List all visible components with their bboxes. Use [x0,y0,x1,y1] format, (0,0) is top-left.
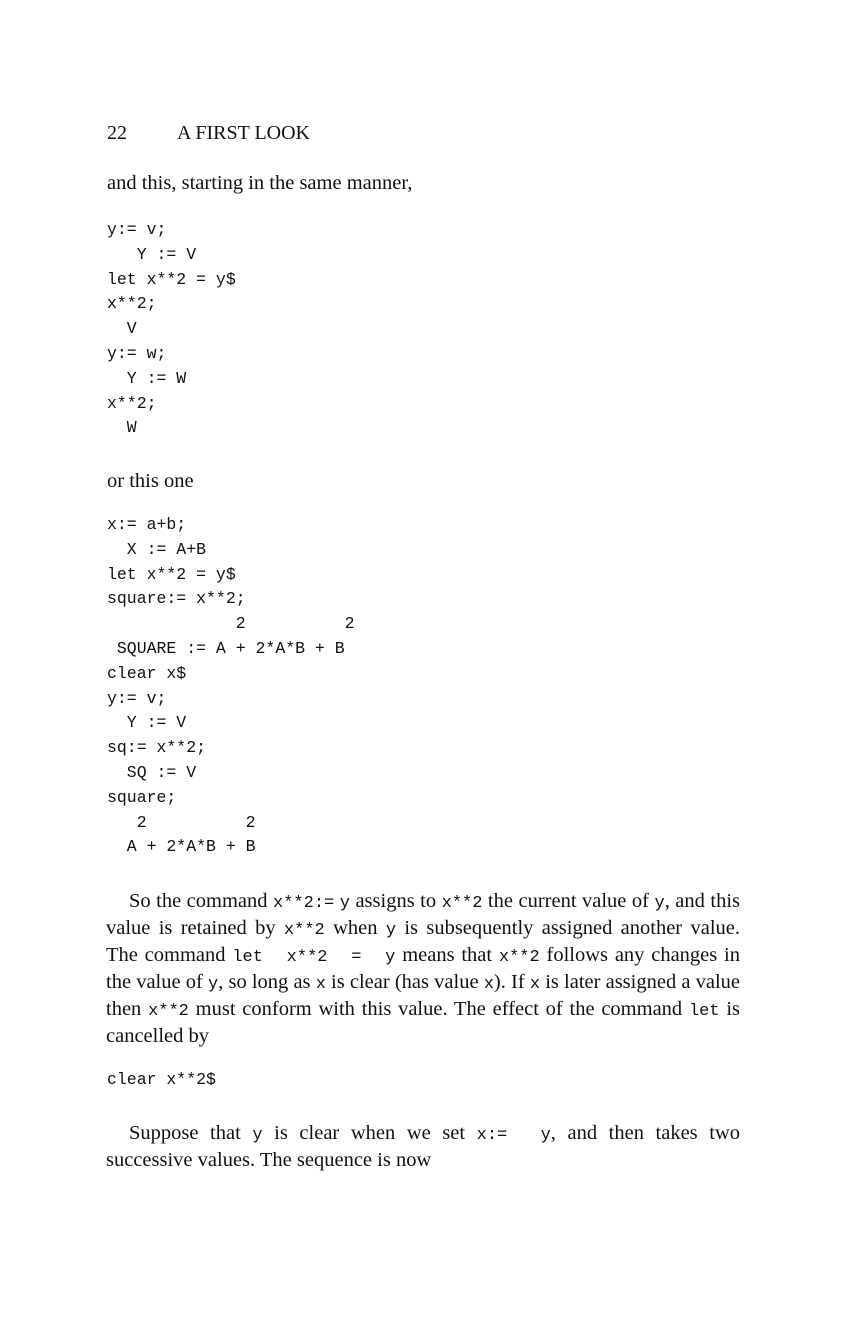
code-line: SQUARE := A + 2*A*B + B [107,638,345,658]
code-line: x**2; [107,393,157,413]
intro-text-2: or this one [107,470,194,492]
code-line: 2 2 [107,614,355,634]
code-line: X := A+B [107,539,207,559]
code-line: let x**2 = y$ [107,564,236,584]
code-line: y:= v; [107,688,167,708]
page-number: 22 [107,122,127,144]
code-line: V [107,319,137,339]
code-line: Y := V [107,713,187,733]
running-title: A FIRST LOOK [177,122,310,144]
code-line: A + 2*A*B + B [107,837,256,857]
code-line: W [107,418,137,438]
code-line: clear x$ [107,663,187,683]
code-line: Y := V [107,244,197,264]
code-block-1 [107,218,236,441]
code-line: square; [107,787,177,807]
running-header [107,121,310,145]
code-line: SQ := V [107,762,197,782]
code-line: let x**2 = y$ [107,269,236,289]
code-line: y:= w; [107,343,167,363]
code-block-2 [107,513,355,860]
code-line: 2 2 [107,812,256,832]
code-line: square:= x**2; [107,589,246,609]
code-line: x**2; [107,294,157,314]
code-line: x:= a+b; [107,515,187,534]
body-paragraph-1: So the command x**2:= y assigns to x**2 the current value of y, and this value is retained by x**2 when y is subsequently assigned another value. The command let x**2 = y means that x**2 follows any changes in the value of y, so long as x is clear (has value x). If x is later assigned a value then x**2 must conform with this value. The effect of the command let is cancelled by [106,890,741,1047]
code-line: y:= v; [107,220,167,239]
code-line: clear x**2$ [107,1070,216,1089]
code-clear-command [107,1068,216,1093]
intro-text-1: and this, starting in the same manner, [107,172,413,194]
code-line: Y := W [107,368,187,388]
code-line: sq:= x**2; [107,738,207,758]
body-paragraph-2: Suppose that y is clear when we set x:= y, and then takes two successive values. The sequence is now [106,1122,740,1171]
